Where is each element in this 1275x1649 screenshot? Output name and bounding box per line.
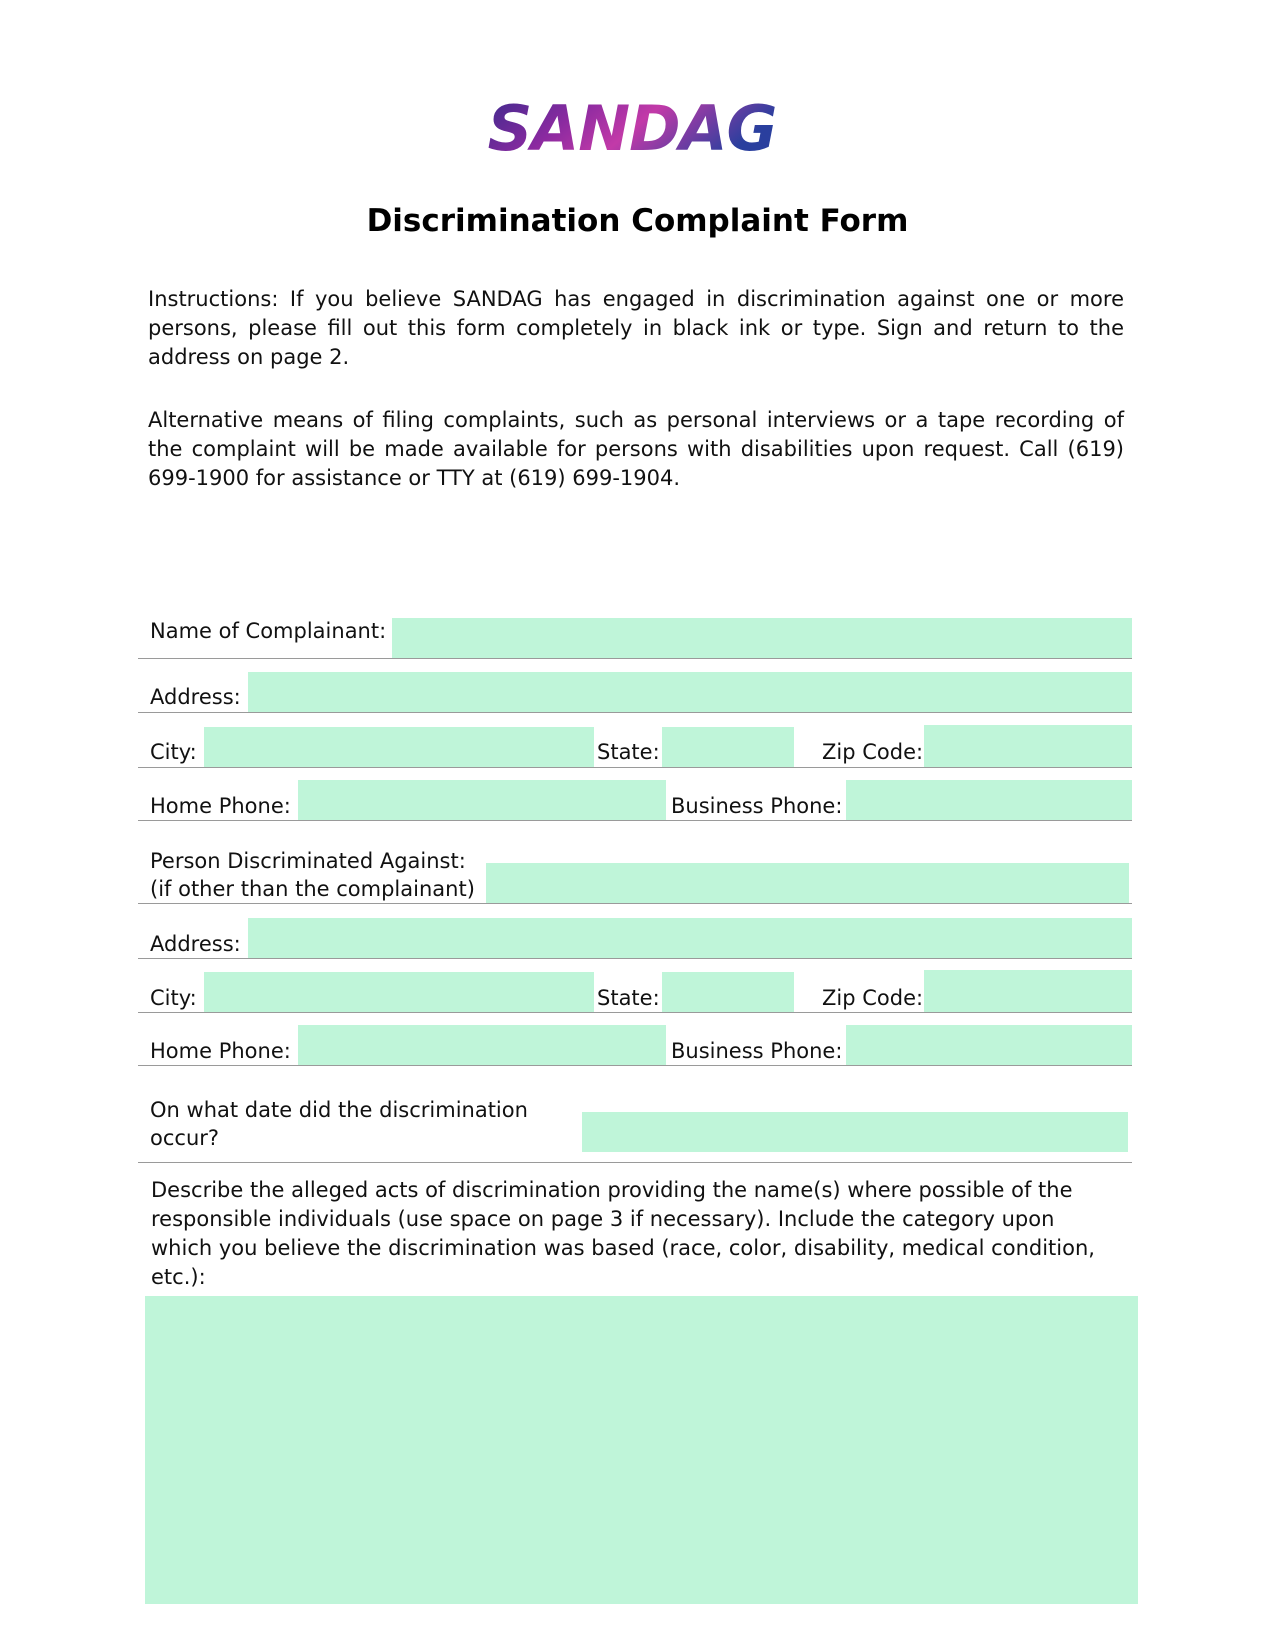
complainant-zip-label: Zip Code: — [822, 740, 924, 764]
complainant-state-field[interactable] — [662, 727, 794, 767]
person-business-phone-label: Business Phone: — [671, 1039, 843, 1063]
complainant-address-label: Address: — [150, 685, 241, 709]
describe-textarea[interactable] — [145, 1296, 1138, 1604]
date-field[interactable] — [582, 1112, 1128, 1152]
person-state-field[interactable] — [662, 972, 794, 1012]
person-city-label: City: — [150, 986, 197, 1010]
name-of-complainant-label: Name of Complainant: — [150, 619, 387, 643]
divider — [138, 958, 1132, 959]
person-address-field[interactable] — [248, 918, 1132, 958]
person-zip-label: Zip Code: — [822, 986, 924, 1010]
person-discriminated-sublabel: (if other than the complainant) — [150, 877, 475, 901]
complainant-zip-field[interactable] — [924, 725, 1132, 767]
person-zip-field[interactable] — [924, 970, 1132, 1012]
divider — [138, 1012, 1132, 1013]
logo-text: SANDAG — [487, 96, 777, 160]
divider — [138, 820, 1132, 821]
divider — [138, 903, 1132, 904]
divider — [138, 658, 1132, 659]
complainant-home-phone-label: Home Phone: — [150, 794, 291, 818]
sandag-logo — [452, 96, 812, 160]
divider — [138, 712, 1132, 713]
complainant-city-label: City: — [150, 740, 197, 764]
date-label: On what date did the discrimination — [150, 1098, 528, 1122]
person-business-phone-field[interactable] — [846, 1025, 1132, 1065]
person-address-label: Address: — [150, 932, 241, 956]
name-of-complainant-field[interactable] — [392, 618, 1132, 658]
person-home-phone-field[interactable] — [298, 1025, 666, 1065]
complainant-home-phone-field[interactable] — [298, 780, 666, 820]
person-discriminated-field[interactable] — [486, 863, 1129, 903]
page-title: Discrimination Complaint Form — [366, 203, 909, 239]
person-discriminated-label: Person Discriminated Against: — [150, 849, 466, 873]
person-home-phone-label: Home Phone: — [150, 1039, 291, 1063]
alternative-means-paragraph: Alternative means of filing complaints, such as personal interviews or a tape recording of the complaint will be made available for persons with disabilities upon request. Call (619) 699-1900 for assistance or TTY at (619) 699-1904. — [148, 408, 1124, 490]
divider — [138, 767, 1132, 768]
complainant-address-field[interactable] — [248, 672, 1132, 712]
complainant-state-label: State: — [597, 740, 660, 764]
divider — [138, 1162, 1132, 1163]
date-sublabel: occur? — [150, 1126, 220, 1150]
complainant-city-field[interactable] — [204, 727, 594, 767]
describe-label: Describe the alleged acts of discrimination providing the name(s) where possible of the responsible individuals (use space on page 3 if necessary). Include the category upon which you believe the discrimination was based (race, color, disability, medical condition, etc.): — [151, 1178, 1095, 1289]
complainant-business-phone-field[interactable] — [846, 780, 1132, 820]
person-city-field[interactable] — [204, 972, 594, 1012]
instructions-paragraph: Instructions: If you believe SANDAG has engaged in discrimination against one or more persons, please fill out this form completely in black ink or type. Sign and return to the address on page 2. — [148, 287, 1124, 369]
complainant-business-phone-label: Business Phone: — [671, 794, 843, 818]
person-state-label: State: — [597, 986, 660, 1010]
divider — [138, 1065, 1132, 1066]
